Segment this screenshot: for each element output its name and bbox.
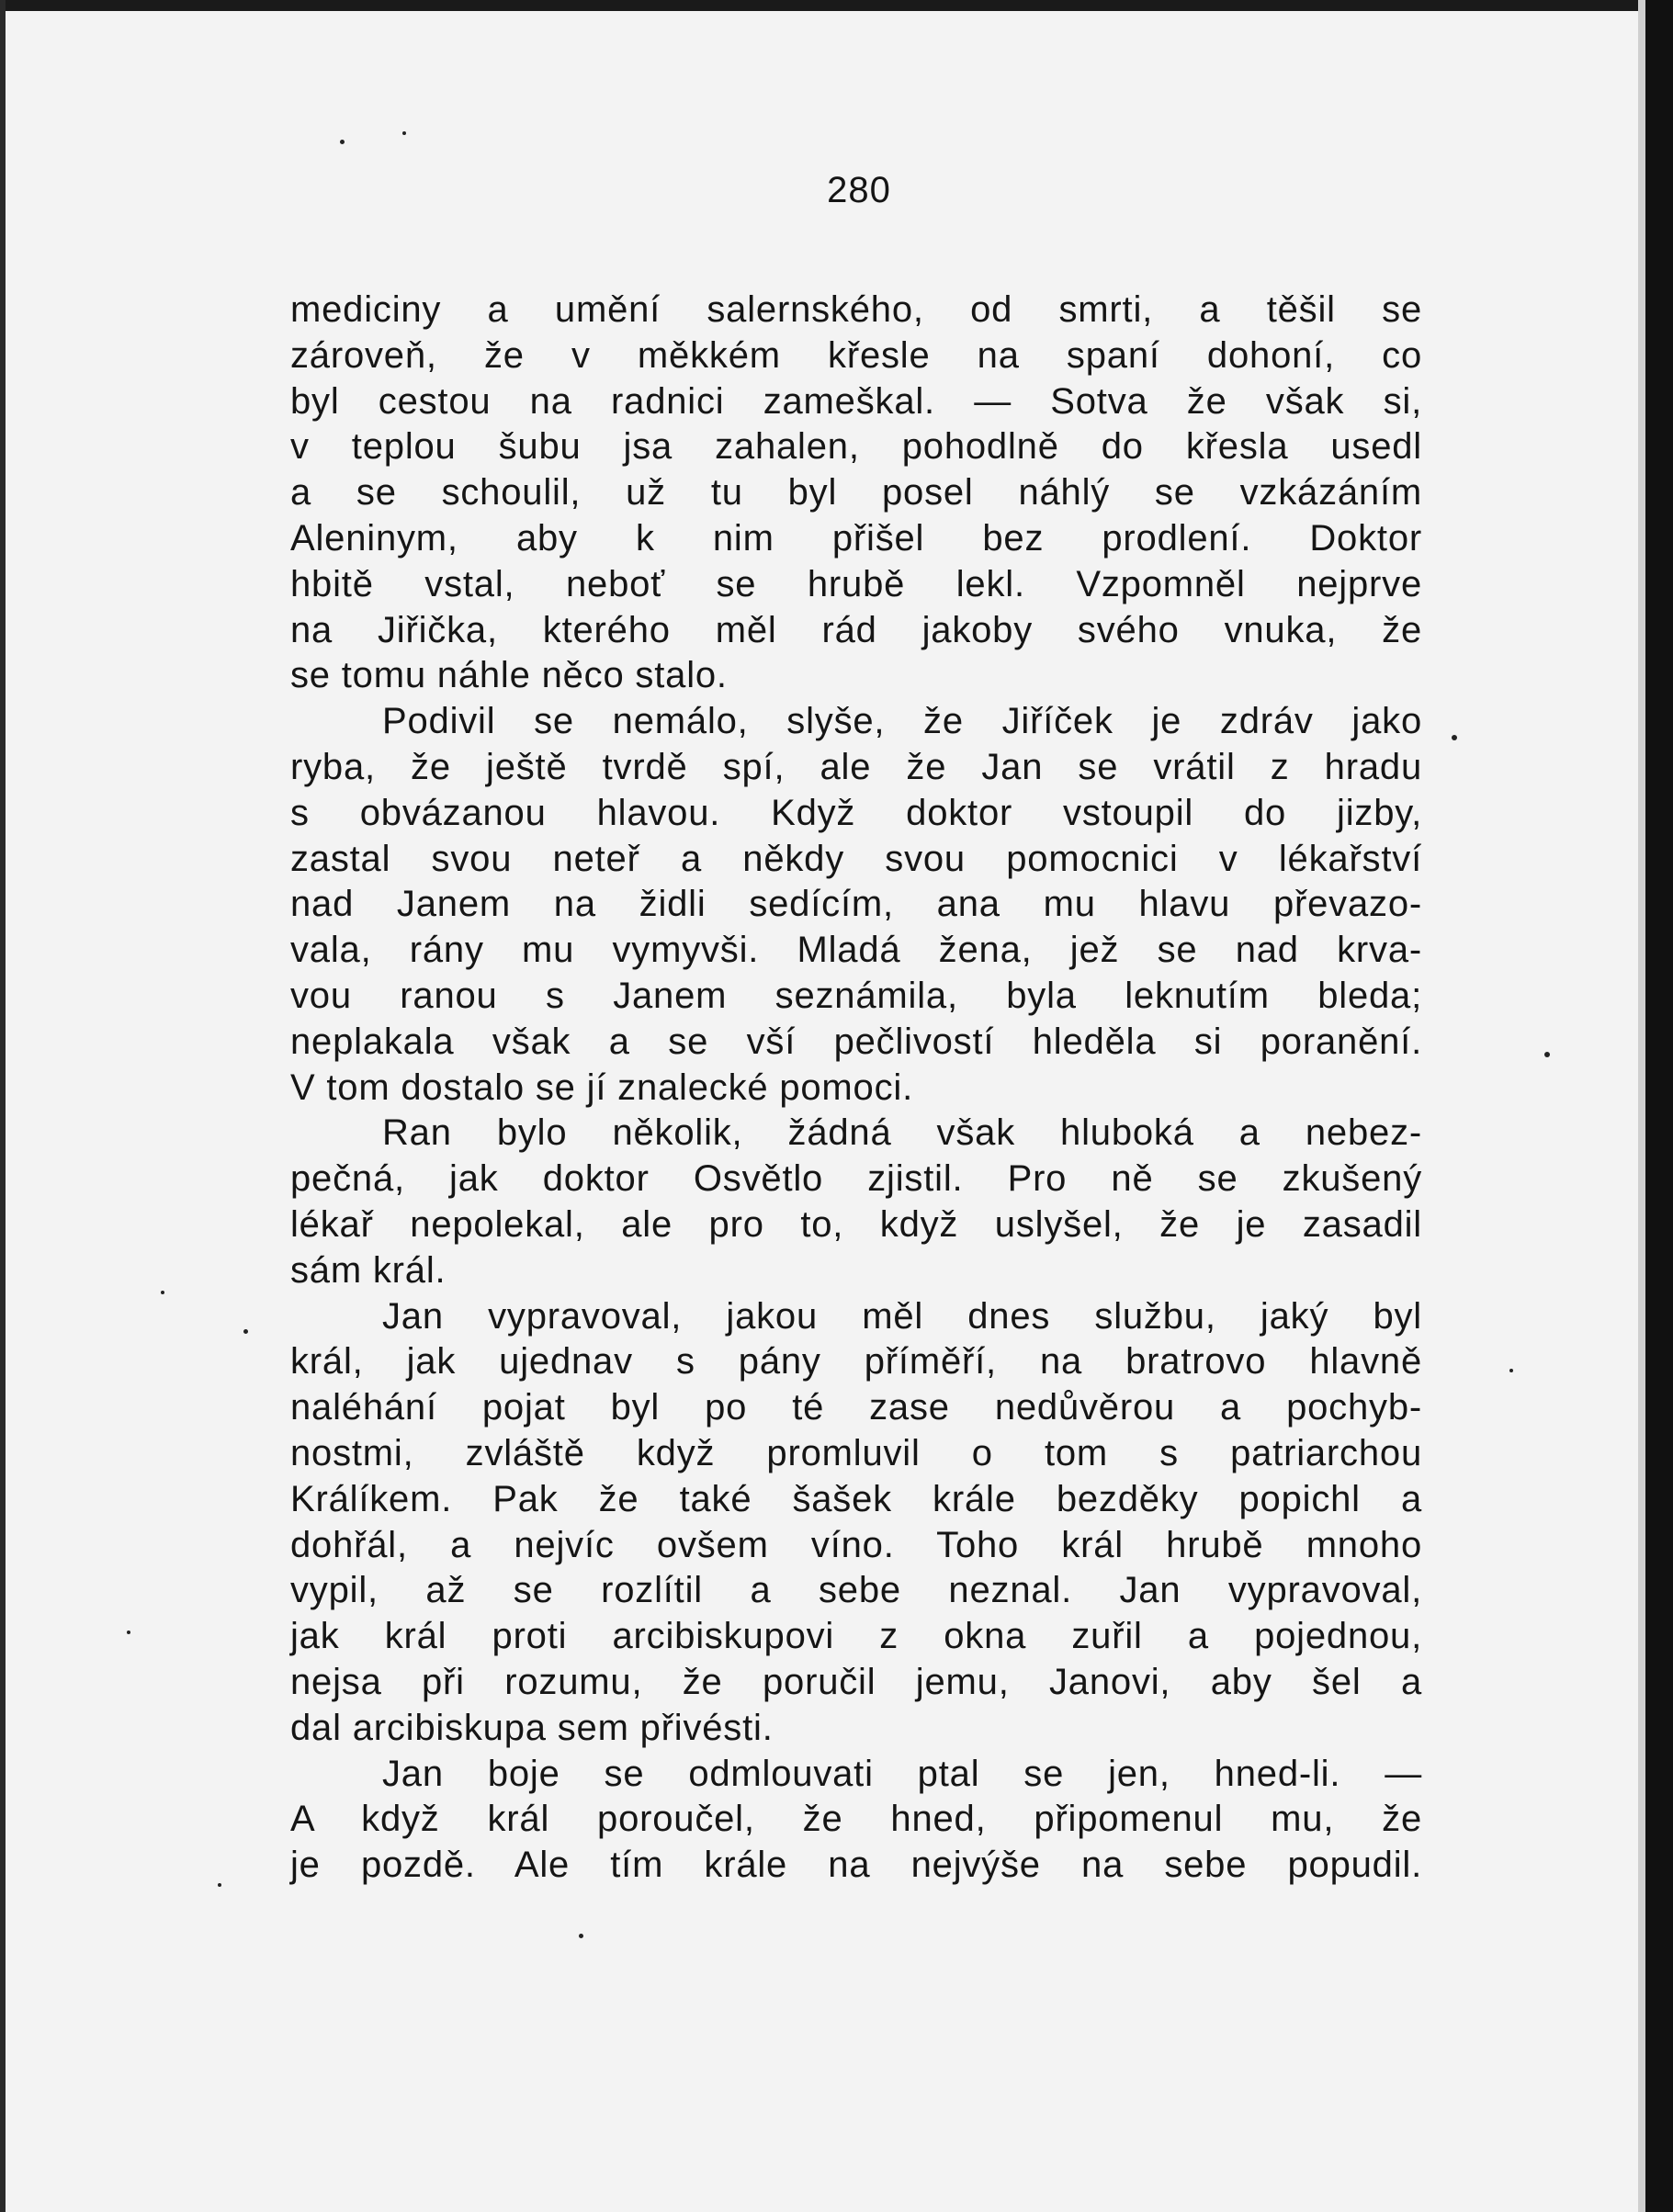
scan-speck <box>218 1883 221 1887</box>
body-text <box>290 288 1422 1889</box>
text-line: Jan boje se odmlouvati ptal se jen, hned-li. — <box>382 1753 1422 1794</box>
text-line: dal arcibiskupa sem přivésti. <box>290 1707 774 1748</box>
text-line: sám král. <box>290 1249 447 1291</box>
text-line: jak král proti arcibiskupovi z okna zuřil a pojednou, <box>290 1616 1422 1657</box>
text-line: zároveň, že v měkkém křesle na spaní dohoní, co <box>290 334 1422 376</box>
scan-speck <box>579 1934 583 1938</box>
scan-speck <box>340 140 345 144</box>
text-line: Aleninym, aby k nim přišel bez prodlení. Doktor <box>290 517 1422 559</box>
scan-edge-left <box>0 0 6 2212</box>
text-line: V tom dostalo se jí znalecké pomoci. <box>290 1066 913 1108</box>
scan-edge-top <box>0 0 1673 11</box>
scan-speck <box>1509 1369 1513 1372</box>
text-line: v teplou šubu jsa zahalen, pohodlně do křesla usedl <box>290 426 1422 468</box>
text-line: nad Janem na židli sedícím, ana mu hlavu převazo- <box>290 884 1422 925</box>
text-line: naléhání pojat byl po té zase nedůvěrou a pochyb- <box>290 1387 1422 1428</box>
text-line: vou ranou s Janem seznámila, byla leknutím bleda; <box>290 975 1422 1016</box>
text-line: se tomu náhle něco stalo. <box>290 655 728 696</box>
text-line: vypil, až se rozlítil a sebe neznal. Jan vypravoval, <box>290 1570 1422 1611</box>
text-line: pečná, jak doktor Osvětlo zjistil. Pro ně se zkušený <box>290 1158 1422 1200</box>
text-line: je pozdě. Ale tím krále na nejvýše na sebe popudil. <box>290 1845 1422 1886</box>
scan-speck <box>1544 1052 1550 1057</box>
text-line: A když král poroučel, že hned, připomenul mu, že <box>290 1799 1422 1840</box>
text-line: lékař nepolekal, ale pro to, když uslyšel, že je zasadil <box>290 1203 1422 1245</box>
text-line: na Jiřička, kterého měl rád jakoby svého vnuka, že <box>290 609 1422 650</box>
text-line: dohřál, a nejvíc ovšem víno. Toho král hrubě mnoho <box>290 1524 1422 1565</box>
scan-speck <box>127 1631 130 1634</box>
text-line: Podivil se nemálo, slyše, že Jiříček je zdráv jako <box>382 701 1422 742</box>
scan-speck <box>243 1329 248 1334</box>
text-line: vala, rány mu vymyvši. Mladá žena, jež se nad krva- <box>290 930 1422 971</box>
scan-speck <box>161 1291 164 1294</box>
text-line: mediciny a umění salernského, od smrti, a těšil se <box>290 289 1422 330</box>
text-line: hbitě vstal, neboť se hrubě lekl. Vzpomněl nejprve <box>290 563 1422 604</box>
text-line: Králíkem. Pak že také šašek krále bezděky popichl a <box>290 1478 1422 1519</box>
scan-edge-right <box>1645 0 1673 2212</box>
text-line: byl cestou na radnici zameškal. — Sotva že však si, <box>290 380 1422 422</box>
text-line: nejsa při rozumu, že poručil jemu, Janovi, aby šel a <box>290 1661 1422 1702</box>
scan-speck <box>402 131 406 135</box>
text-line: s obvázanou hlavou. Když doktor vstoupil do jizby, <box>290 792 1422 833</box>
text-line: nostmi, zvláště když promluvil o tom s patriarchou <box>290 1432 1422 1473</box>
text-line: Jan vypravoval, jakou měl dnes službu, jaký byl <box>382 1295 1422 1337</box>
scan-edge-right-shadow <box>1638 0 1645 2212</box>
text-line: král, jak ujednav s pány příměří, na bratrovo hlavně <box>290 1341 1422 1382</box>
text-line: neplakala však a se vší pečlivostí hleděla si poranění. <box>290 1021 1422 1062</box>
scan-speck <box>1452 735 1457 740</box>
text-line: a se schoulil, už tu byl posel náhlý se vzkázáním <box>290 472 1422 514</box>
page-number: 280 <box>827 170 891 210</box>
text-line: ryba, že ještě tvrdě spí, ale že Jan se vrátil z hradu <box>290 746 1422 787</box>
text-line: zastal svou neteř a někdy svou pomocnici v lékařství <box>290 838 1422 879</box>
text-line: Ran bylo několik, žádná však hluboká a nebez- <box>382 1112 1422 1154</box>
